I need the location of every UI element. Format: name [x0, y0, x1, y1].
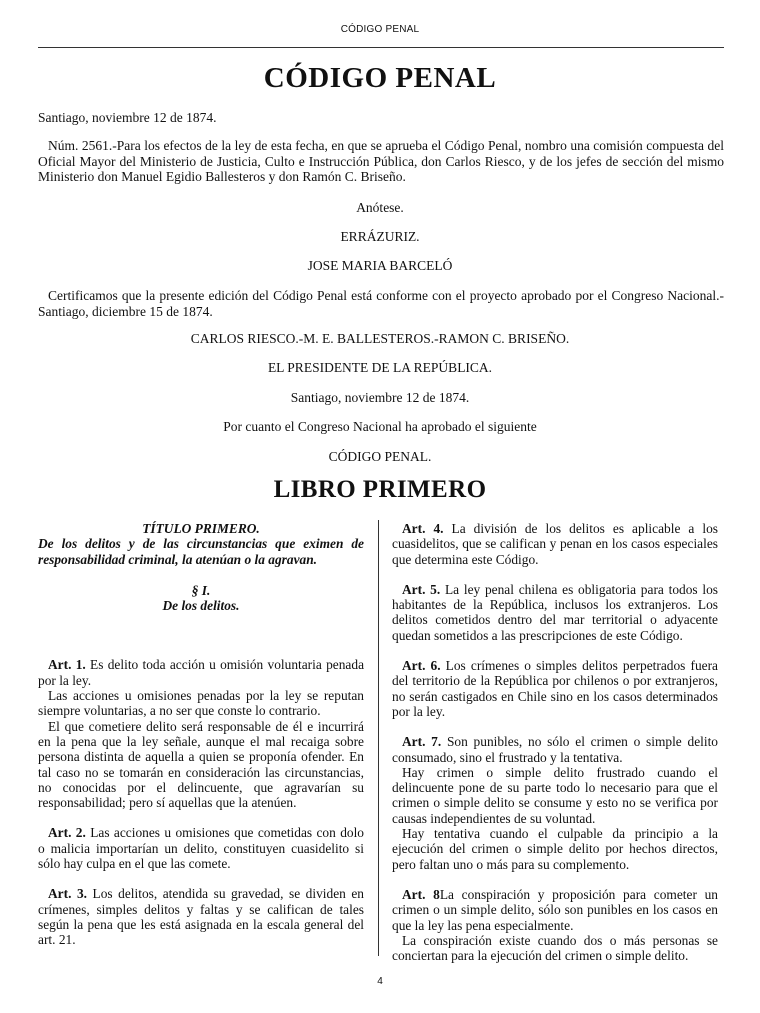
- header-divider: [38, 47, 724, 48]
- section-heading: § I.: [191, 582, 211, 598]
- section-subheading: De los delitos.: [162, 598, 240, 614]
- date-line: Santiago, noviembre 12 de 1874.: [38, 110, 217, 125]
- por-cuanto: Por cuanto el Congreso Nacional ha aprobado el siguiente: [223, 419, 537, 434]
- article-4: Art. 4. La división de los delitos es aplicable a los cuasidelitos, que se califican y penan en los casos especiales que determina este Código.: [392, 521, 719, 567]
- codigo-penal-line: CÓDIGO PENAL.: [328, 449, 432, 464]
- titulo-subheading: De los delitos y de las circunstancias que eximen de responsabilidad criminal, la atenúan o la agravan.: [38, 536, 364, 567]
- signatories: CARLOS RIESCO.-M. E. BALLESTEROS.-RAMON C. BRISEÑO.: [190, 331, 570, 346]
- titulo-heading: TÍTULO PRIMERO.: [142, 521, 260, 536]
- anotese: Anótese.: [356, 200, 404, 215]
- article-5: Art. 5. La ley penal chilena es obligatoria para todos los habitantes de la República, inclusos los extranjeros. Los delitos cometidos dentro del mar territorial o adyacente quedan sometidos a las prescripciones de este Código.: [392, 581, 718, 643]
- article-7: Art. 7. Son punibles, no sólo el crimen o simple delito consumado, sino el frustrado y la tentativa.: [392, 734, 718, 765]
- article-8: Art. 8La conspiración y proposición para cometer un crimen o un simple delito, sólo son punibles en los casos en que la ley las pena especialmente.: [392, 886, 718, 933]
- article-2: Art. 2. Las acciones u omisiones que cometidas con dolo o malicia importarían un delito, constituyen cuasidelito si sólo hay culpa en el que las comete.: [38, 825, 365, 872]
- article-1: Art. 1. Es delito toda acción u omisión voluntaria penada por la ley.: [38, 657, 365, 688]
- column-divider: [378, 520, 379, 956]
- date-line-2: Santiago, noviembre 12 de 1874.: [290, 390, 470, 405]
- article-1-paragraph-2: Las acciones u omisiones penadas por la ley se reputan siempre voluntarias, a no ser que conste lo contrario.: [38, 688, 364, 719]
- running-header: CÓDIGO PENAL: [340, 24, 420, 35]
- page-title: CÓDIGO PENAL: [263, 62, 497, 94]
- left-column: [38, 521, 364, 948]
- certification-paragraph: Certificamos que la presente edición del Código Penal está conforme con el proyecto aprobado por el Congreso Nacional.- Santiago, diciembre 15 de 1874.: [38, 288, 724, 319]
- signature-errazuriz: ERRÁZURIZ.: [340, 229, 420, 244]
- article-7-paragraph-2: Hay crimen o simple delito frustrado cuando el delincuente pone de su parte todo lo necesario para que el crimen o simple delito se consume y esto no se verifica por causas independientes de su voluntad.: [392, 764, 718, 826]
- president-line: EL PRESIDENTE DE LA REPÚBLICA.: [267, 360, 493, 375]
- article-1-paragraph-3: El que cometiere delito será responsable de él e incurrirá en la pena que la ley señale, aunque el mal recaiga sobre persona distinta de aquella a quien se proponía ofender. En tal caso no se tomarán en consideración las circunstancias, no conocidas por el delincuente, que agravarían su responsabilidad; pero sí aquellas que la atenúen.: [38, 718, 364, 811]
- article-6: Art. 6. Los crímenes o simples delitos perpetrados fuera del territorio de la República por chilenos o por extranjeros, no serán castigados en Chile sino en los casos determinados por la ley.: [392, 658, 719, 719]
- article-3: Art. 3. Los delitos, atendida su gravedad, se dividen en crímenes, simples delitos y faltas y se califican de tales según la pena que les está asignada en la escala general del art. 21.: [38, 886, 365, 948]
- decree-paragraph: Núm. 2561.-Para los efectos de la ley de esta fecha, en que se aprueba el Código Penal, nombro una comisión compuesta del Oficial Mayor del Ministerio de Justicia, Culto e Instrucción Pública, don Carlos Riesco, y de los jefes de sección del mismo Ministerio don Manuel Egidio Ballesteros y don Ramón C. Briseño.: [38, 138, 724, 184]
- signature-barcelo: JOSE MARIA BARCELÓ: [307, 258, 453, 273]
- article-8-paragraph-2: La conspiración existe cuando dos o más personas se conciertan para la ejecución del crimen o simple delito.: [392, 932, 718, 964]
- right-column: [392, 521, 718, 963]
- article-7-paragraph-3: Hay tentativa cuando el culpable da principio a la ejecución del crimen o simple delito por hechos directos, pero faltan uno o más para su complemento.: [392, 826, 718, 872]
- book-heading: LIBRO PRIMERO: [273, 476, 487, 503]
- page-number: 4: [377, 976, 383, 987]
